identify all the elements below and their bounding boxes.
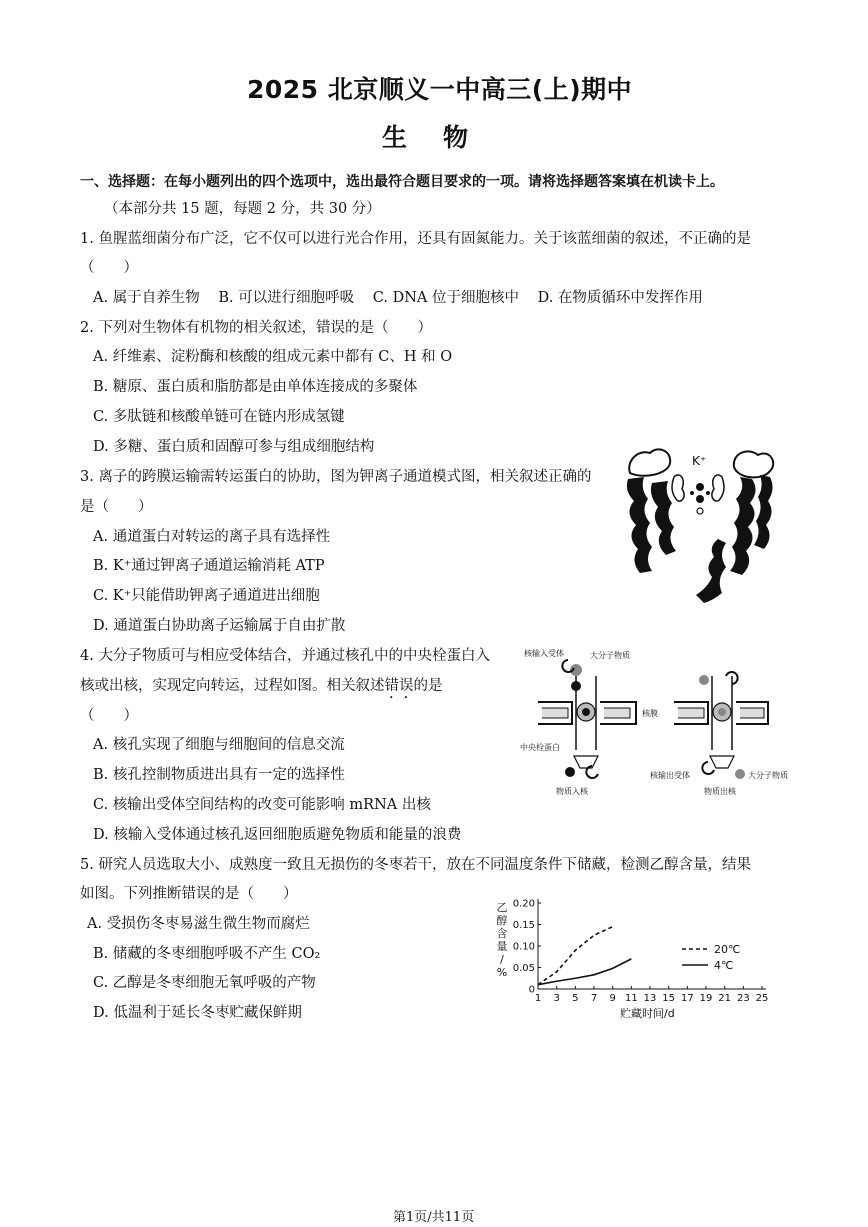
q3-stem-cont: 是（ ） [80, 499, 153, 515]
y-tick-label: 0.05 [512, 963, 535, 974]
q1-options [93, 288, 717, 308]
y-axis-label-char: 量 [496, 940, 508, 953]
x-tick-label: 17 [680, 993, 694, 1004]
potassium-ion [696, 495, 704, 503]
k-ion-label: K⁺ [692, 454, 707, 468]
potassium-ion [697, 508, 703, 514]
potassium-ion [690, 491, 694, 495]
series-line-4c [538, 959, 631, 985]
q2-stem: 2. 下列对生物体有机物的相关叙述，错误的是（ ） [80, 320, 432, 336]
x-tick-label: 5 [572, 993, 579, 1004]
q1-option-a[interactable]: A. 属于自养生物 [93, 290, 200, 306]
legend-label: 4℃ [714, 959, 734, 972]
q5-option-b[interactable]: B. 储藏的冬枣细胞呼吸不产生 CO₂ [93, 946, 321, 962]
label-import-caption: 物质入核 [556, 787, 588, 796]
label-import-receptor: 核输入受体 [524, 649, 564, 658]
y-tick-label: 0.15 [512, 920, 535, 931]
label-central-plug: 中央栓蛋白 [520, 743, 560, 752]
page-number: 第1页/共11页 [393, 1210, 475, 1225]
q4-stem: 4. 大分子物质可与相应受体结合，并通过核孔中的中央栓蛋白入 [80, 648, 490, 664]
series-line-20c [538, 927, 613, 985]
q4-stem-line2 [80, 676, 443, 702]
label-macromolecule-bottom: 大分子物质 [748, 771, 788, 780]
x-tick-label: 21 [718, 993, 732, 1004]
pore-left [538, 660, 636, 778]
subject-title: 生物 [382, 123, 505, 152]
q3-option-b[interactable]: B. K⁺通过钾离子通道运输消耗 ATP [93, 558, 325, 574]
x-tick-label: 11 [624, 993, 638, 1004]
q2-option-b[interactable]: B. 糖原、蛋白质和脂肪都是由单体连接成的多聚体 [93, 379, 418, 395]
section-heading: 一、选择题：在每小题列出的四个选项中，选出最符合题目要求的一项。请将选择题答案填在机读卡上。 [80, 174, 724, 190]
q1-option-c[interactable]: C. DNA 位于细胞核中 [372, 290, 519, 306]
x-tick-label: 3 [553, 993, 560, 1004]
x-tick-label: 9 [609, 993, 616, 1004]
label-macromolecule-top: 大分子物质 [590, 651, 630, 660]
q3-option-c[interactable]: C. K⁺只能借助钾离子通道进出细胞 [93, 588, 320, 604]
x-axis-label: 贮藏时间/d [620, 1007, 675, 1020]
label-export-receptor: 核输出受体 [650, 771, 690, 780]
q3-stem: 3. 离子的跨膜运输需转运蛋白的协助，图为钾离子通道模式图，相关叙述正确的 [80, 469, 592, 485]
q4-option-b[interactable]: B. 核孔控制物质进出具有一定的选择性 [93, 767, 345, 783]
q4-option-d[interactable]: D. 核输入受体通过核孔返回细胞质避免物质和能量的浪费 [93, 827, 462, 843]
x-tick-label: 25 [755, 993, 769, 1004]
pore-right [674, 672, 768, 779]
q4-stem-emphasis: 错误 [384, 678, 414, 694]
section-note: （本部分共 15 题，每题 2 分，共 30 分） [104, 201, 381, 217]
q1-option-b[interactable]: B. 可以进行细胞呼吸 [218, 290, 355, 306]
helix-left [627, 477, 676, 573]
y-axis-label-char: % [496, 966, 508, 979]
x-tick-label: 23 [736, 993, 750, 1004]
q2-option-a[interactable]: A. 纤维素、淀粉酶和核酸的组成元素中都有 C、H 和 O [93, 349, 453, 365]
y-axis-label-char: 含 [496, 927, 508, 940]
label-export-caption: 物质出核 [704, 787, 736, 796]
channel-cap-left [629, 449, 670, 475]
y-tick-label: 0.20 [512, 898, 535, 910]
x-tick-label: 7 [590, 993, 598, 1004]
y-tick-label: 0.10 [512, 941, 535, 953]
x-tick-label: 19 [699, 993, 713, 1004]
q4-stem-post: 的是 [413, 678, 443, 694]
y-axis-label [497, 901, 508, 979]
q4-option-a[interactable]: A. 核孔实现了细胞与细胞间的信息交流 [93, 737, 345, 753]
q5-stem: 5. 研究人员选取大小、成熟度一致且无损伤的冬枣若干，放在不同温度条件下储藏，检测乙醇含量，结果 [80, 857, 751, 873]
y-axis-label-char: / [500, 953, 504, 966]
nuclear-pore-figure [518, 646, 818, 798]
q4-stem-pre: 核或出核，实现定向转运，过程如图。相关叙述 [80, 678, 385, 694]
q3-option-a[interactable]: A. 通道蛋白对转运的离子具有选择性 [93, 529, 331, 545]
page-title: 2025 北京顺义一中高三(上)期中 [247, 75, 633, 104]
label-nuclear-membrane: 核膜 [642, 709, 658, 718]
q5-option-c[interactable]: C. 乙醇是冬枣细胞无氧呼吸的产物 [93, 975, 316, 991]
q5-option-d[interactable]: D. 低温利于延长冬枣贮藏保鲜期 [93, 1005, 302, 1021]
q1-stem: 1. 鱼腥蓝细菌分布广泛，它不仅可以进行光合作用，还具有固氮能力。关于该蓝细菌的叙述，不正确的是 [80, 231, 751, 247]
ethanol-content-chart [490, 893, 780, 1021]
potassium-ion [706, 491, 710, 495]
channel-cap-right [734, 451, 773, 477]
y-axis-label-char: 乙 [496, 901, 508, 914]
potassium-ion [696, 483, 704, 491]
y-tick-label: 0 [528, 984, 535, 996]
x-tick-label: 1 [534, 993, 542, 1004]
x-tick-label: 13 [643, 993, 657, 1004]
q5-option-a[interactable]: A. 受损伤冬枣易滋生微生物而腐烂 [87, 916, 310, 932]
q1-option-d[interactable]: D. 在物质循环中发挥作用 [537, 290, 703, 306]
x-tick-label: 15 [662, 993, 676, 1004]
q3-option-d[interactable]: D. 通道蛋白协助离子运输属于自由扩散 [93, 618, 346, 634]
q4-blank: （ ） [80, 708, 138, 724]
q5-stem-cont: 如图。下列推断错误的是（ ） [80, 886, 298, 902]
potassium-channel-figure [622, 443, 780, 609]
q2-option-c[interactable]: C. 多肽链和核酸单链可在链内形成氢键 [93, 409, 345, 425]
q2-option-d[interactable]: D. 多糖、蛋白质和固醇可参与组成细胞结构 [93, 439, 375, 455]
q4-option-c[interactable]: C. 核输出受体空间结构的改变可能影响 mRNA 出核 [93, 797, 431, 813]
y-axis-label-char: 醇 [496, 914, 508, 927]
legend-label: 20℃ [714, 943, 741, 956]
q1-blank: （ ） [80, 260, 138, 276]
